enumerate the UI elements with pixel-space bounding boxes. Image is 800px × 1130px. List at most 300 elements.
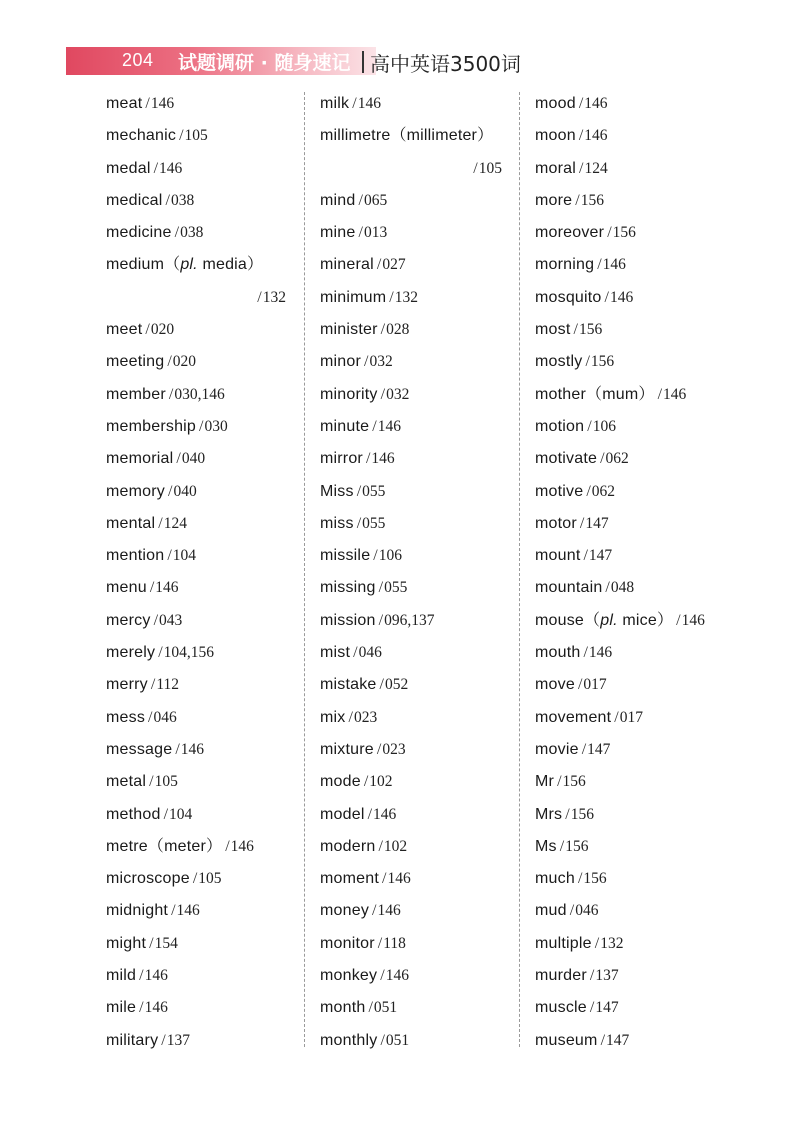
page-ref-slash: / (158, 514, 163, 532)
page-header (66, 45, 586, 77)
page-reference: 104,156 (163, 644, 215, 662)
page-reference: 147 (595, 999, 619, 1017)
page-ref-slash: / (589, 999, 595, 1017)
vocab-word: mother（mum） (535, 385, 655, 403)
page-reference: 137 (166, 1031, 190, 1049)
page-reference: 146 (377, 902, 401, 920)
vocab-entry (106, 443, 294, 475)
page-ref-slash: / (367, 805, 373, 823)
page-ref-slash: / (389, 288, 394, 306)
page-ref-slash: / (176, 450, 181, 468)
vocab-word: menu (106, 579, 147, 597)
page-reference: 052 (384, 676, 409, 694)
vocab-entry (535, 153, 765, 185)
vocab-entry (320, 928, 510, 960)
vocab-word: mud (535, 902, 567, 920)
vocab-word: museum (535, 1031, 598, 1049)
page-reference: 096,137 (384, 611, 435, 629)
vocab-word: mixture (320, 740, 374, 758)
page-ref-slash: / (153, 611, 159, 629)
vocab-word: mission (320, 611, 376, 629)
page-reference: 146 (180, 740, 205, 758)
vocab-entry (106, 702, 294, 734)
page-reference: 013 (363, 224, 388, 242)
page-ref-slash: / (578, 127, 584, 145)
vocab-word: mile (106, 999, 137, 1017)
page-ref-slash: / (368, 999, 373, 1017)
page-reference: 146 (602, 256, 626, 274)
page-reference: 040 (173, 482, 197, 500)
vocab-word: monkey (320, 967, 378, 985)
vocab-entry (320, 508, 510, 540)
page-ref-slash: / (358, 224, 363, 242)
vocab-entry (106, 637, 294, 669)
page-reference: 105 (154, 773, 178, 791)
vocab-word: mental (106, 514, 156, 532)
page-ref-slash: / (382, 870, 387, 888)
vocab-entry (535, 249, 765, 281)
page-reference: 132 (262, 288, 286, 306)
vocab-entry (320, 314, 510, 346)
page-ref-slash: / (148, 708, 153, 726)
vocab-entry (320, 831, 510, 863)
page-reference: 017 (583, 676, 607, 694)
vocab-entry (320, 572, 510, 604)
vocab-word: minor (320, 353, 362, 371)
vocab-word: missile (320, 547, 371, 565)
vocab-word: mode (320, 773, 361, 791)
page-ref-slash: / (594, 934, 600, 952)
vocab-entry (106, 831, 294, 863)
vocab-entry (106, 120, 294, 152)
page-ref-slash: / (557, 773, 562, 791)
page-reference: 146 (588, 644, 613, 662)
vocab-entry (320, 282, 510, 314)
page-reference: 146 (357, 95, 381, 112)
vocab-word: motor (535, 514, 577, 532)
vocab-word: model (320, 805, 365, 823)
page-reference: 156 (565, 837, 589, 855)
page-ref-slash: / (139, 999, 144, 1017)
page-ref-slash: / (167, 353, 172, 371)
vocab-entry (320, 799, 510, 831)
vocab-word: mount (535, 547, 581, 565)
vocab-entry (535, 1025, 765, 1057)
vocab-word: Mrs (535, 805, 563, 823)
page-reference: 146 (176, 902, 200, 920)
vocab-word: month (320, 999, 366, 1017)
page-reference: 146 (144, 999, 168, 1017)
page-ref-slash: / (149, 773, 154, 791)
page-reference: 154 (154, 934, 178, 952)
page-reference: 156 (562, 773, 586, 791)
page-ref-slash: / (139, 967, 144, 985)
vocab-word: motivate (535, 450, 598, 468)
page-reference: 156 (590, 353, 615, 371)
vocab-entry (320, 153, 510, 185)
vocab-entry (535, 346, 765, 378)
vocab-word: membership (106, 417, 197, 435)
page-reference: 132 (600, 934, 624, 952)
vocab-entry (535, 217, 765, 249)
page-ref-slash: / (348, 708, 353, 726)
vocab-word: movie (535, 740, 579, 758)
page-reference: 032 (369, 353, 393, 371)
vocab-word: midnight (106, 902, 169, 920)
page-reference: 124 (163, 514, 187, 532)
page-reference: 146 (230, 837, 254, 855)
page-ref-slash: / (373, 547, 378, 565)
vocab-entry (320, 540, 510, 572)
page-reference: 102 (369, 773, 393, 791)
vocab-word: most (535, 321, 571, 339)
page-reference: 043 (159, 611, 183, 629)
vocab-entry (535, 540, 765, 572)
vocab-word: Miss (320, 482, 354, 500)
page-reference: 137 (595, 967, 619, 985)
page-ref-slash: / (577, 870, 583, 888)
page-reference: 156 (583, 870, 607, 888)
page-reference: 046 (358, 644, 382, 662)
page-reference: 046 (575, 902, 599, 920)
vocab-entry (106, 799, 294, 831)
page-ref-slash: / (175, 740, 180, 758)
vocab-word: mix (320, 708, 346, 726)
vocab-word: member (106, 385, 166, 403)
page-reference: 102 (383, 837, 408, 855)
vocab-word: mine (320, 224, 356, 242)
page-reference: 027 (382, 256, 406, 274)
vocab-word: mist (320, 644, 351, 662)
vocab-entry (106, 734, 294, 766)
vocab-entry (320, 249, 510, 281)
page-ref-slash: / (225, 837, 230, 855)
page-ref-slash: / (168, 385, 174, 403)
vocab-entry (535, 282, 765, 314)
page-reference: 046 (153, 708, 177, 726)
page-ref-slash: / (158, 644, 163, 662)
vocab-word: money (320, 902, 370, 920)
page-ref-slash: / (605, 579, 610, 597)
column-divider (304, 92, 305, 1047)
vocab-word: medal (106, 159, 151, 177)
vocab-entry (535, 314, 765, 346)
vocab-word: mechanic (106, 127, 177, 145)
vocab-word: moment (320, 870, 379, 888)
page-ref-slash: / (583, 644, 588, 662)
vocab-entry (106, 895, 294, 927)
vocab-word: minister (320, 321, 378, 339)
vocab-entry (535, 508, 765, 540)
page-ref-slash: / (372, 417, 377, 435)
page-number: 204 (122, 50, 154, 70)
vocab-entry (535, 476, 765, 508)
vocab-entry (320, 1025, 510, 1057)
page-ref-slash: / (380, 385, 386, 403)
page-reference: 051 (385, 1031, 410, 1049)
page-reference: 147 (606, 1031, 630, 1049)
page-ref-slash: / (600, 450, 605, 468)
page-ref-slash: / (579, 159, 584, 177)
vocab-entry (535, 88, 765, 120)
vocab-word: mountain (535, 579, 603, 597)
page-reference: 156 (580, 191, 604, 209)
vocab-entry (320, 476, 510, 508)
vocab-entry (106, 314, 294, 346)
vocab-word: might (106, 934, 147, 952)
page-ref-slash: / (171, 902, 176, 920)
page-ref-slash: / (365, 450, 371, 468)
vocab-word: mineral (320, 256, 374, 274)
vocab-entry (106, 605, 294, 637)
page-reference: 062 (605, 450, 629, 468)
column-divider (519, 92, 520, 1047)
page-reference: 017 (619, 708, 643, 726)
vocab-word: meeting (106, 353, 165, 371)
vocab-entry (320, 734, 510, 766)
vocab-entry (535, 669, 765, 701)
vocab-word: modern (320, 837, 376, 855)
vocab-word: monitor (320, 934, 375, 952)
page-ref-slash: / (586, 482, 591, 500)
vocab-word: murder (535, 967, 587, 985)
vocab-word: moon (535, 127, 576, 145)
page-reference: 146 (144, 967, 168, 985)
vocab-entry (320, 443, 510, 475)
page-reference: 040 (181, 450, 206, 468)
vocab-word: mouse（pl. mice） (535, 611, 674, 629)
vocab-entry (535, 734, 765, 766)
page-ref-slash: / (145, 95, 150, 112)
page-reference: 023 (382, 740, 406, 758)
vocab-entry (106, 1025, 294, 1057)
vocab-word: movement (535, 708, 612, 726)
vocab-word: much (535, 870, 575, 888)
vocab-entry (535, 863, 765, 895)
vocab-word: minority (320, 385, 378, 403)
vocab-entry (106, 379, 294, 411)
vocab-word: missing (320, 579, 376, 597)
vocab-entry (106, 476, 294, 508)
vocab-entry (535, 928, 765, 960)
page-reference: 062 (591, 482, 616, 500)
page-ref-slash: / (589, 967, 595, 985)
page-reference: 106 (592, 417, 616, 435)
page-ref-slash: / (583, 547, 588, 565)
page-ref-slash: / (600, 1031, 606, 1049)
vocab-entry (535, 895, 765, 927)
page-reference: 146 (681, 611, 705, 629)
vocab-word: moreover (535, 224, 605, 242)
page-reference: 147 (585, 514, 609, 532)
vocab-word: meet (106, 321, 143, 339)
vocab-entry (535, 637, 765, 669)
page-ref-slash: / (577, 676, 583, 694)
page-ref-slash: / (380, 967, 385, 985)
vocab-entry (106, 540, 294, 572)
page-reference: 065 (363, 191, 388, 209)
page-reference: 032 (386, 385, 410, 403)
vocab-entry (320, 605, 510, 637)
page-reference: 106 (378, 547, 402, 565)
vocab-word: memorial (106, 450, 174, 468)
page-reference: 156 (570, 805, 594, 823)
page-ref-slash: / (579, 514, 585, 532)
page-ref-slash: / (587, 417, 592, 435)
page-ref-slash: / (356, 482, 362, 500)
vocab-entry (320, 411, 510, 443)
page-ref-slash: / (585, 353, 590, 371)
page-ref-slash: / (363, 773, 369, 791)
vocab-entry (106, 249, 294, 281)
page-reference: 105 (198, 870, 222, 888)
page-reference: 146 (663, 385, 687, 403)
vocab-word: message (106, 740, 173, 758)
page-ref-slash: / (607, 224, 612, 242)
page-reference: 132 (394, 288, 418, 306)
vocab-entry (320, 992, 510, 1024)
page-ref-slash: / (380, 321, 386, 339)
page-ref-slash: / (352, 95, 357, 112)
page-reference: 112 (156, 676, 180, 694)
page-ref-slash: / (163, 805, 169, 823)
page-ref-slash: / (378, 579, 384, 597)
page-ref-slash: / (167, 547, 172, 565)
vocab-entry (535, 411, 765, 443)
vocab-word: meat (106, 95, 143, 112)
page-ref-slash: / (573, 321, 578, 339)
word-column-3 (535, 88, 765, 1057)
vocab-word: morning (535, 256, 595, 274)
vocab-entry (320, 185, 510, 217)
word-column-1 (106, 88, 294, 1057)
vocab-entry (535, 831, 765, 863)
page-reference: 156 (612, 224, 636, 242)
vocab-word: microscope (106, 870, 190, 888)
page-reference: 124 (584, 159, 608, 177)
page-ref-slash: / (377, 934, 383, 952)
page-reference: 105 (184, 127, 208, 145)
page-reference: 048 (610, 579, 635, 597)
vocab-entry (106, 863, 294, 895)
vocab-entry (106, 153, 294, 185)
page-reference: 147 (588, 547, 613, 565)
vocab-word: motive (535, 482, 584, 500)
vocab-entry (320, 637, 510, 669)
vocab-entry (320, 960, 510, 992)
page-ref-slash: / (356, 514, 362, 532)
vocab-word: military (106, 1031, 159, 1049)
page-reference: 030,146 (174, 385, 225, 403)
vocab-entry (106, 669, 294, 701)
vocab-entry (106, 88, 294, 120)
page-reference: 146 (159, 159, 183, 177)
vocab-entry (535, 379, 765, 411)
vocab-word: metre（meter） (106, 837, 223, 855)
vocab-word: muscle (535, 999, 587, 1017)
page-ref-slash: / (575, 191, 580, 209)
page-reference: 146 (155, 579, 179, 597)
page-ref-slash: / (376, 740, 382, 758)
vocab-word: mosquito (535, 288, 602, 306)
vocab-entry (535, 960, 765, 992)
vocab-entry (320, 766, 510, 798)
page-ref-slash: / (358, 191, 363, 209)
page-ref-slash: / (657, 385, 663, 403)
page-ref-slash: / (179, 127, 184, 145)
page-reference: 023 (353, 708, 378, 726)
page-reference: 146 (150, 95, 175, 112)
page-reference: 147 (587, 740, 611, 758)
page-ref-slash: / (353, 644, 358, 662)
page-reference: 118 (383, 934, 406, 952)
vocab-word: method (106, 805, 161, 823)
vocab-word: mercy (106, 611, 151, 629)
page-ref-slash: / (581, 740, 587, 758)
page-ref-slash: / (378, 837, 383, 855)
vocab-entry (320, 863, 510, 895)
page-reference: 055 (362, 482, 386, 500)
vocab-word: millimetre（millimeter） (320, 127, 494, 145)
vocab-word: more (535, 191, 573, 209)
vocab-entry (106, 928, 294, 960)
header-separator (362, 51, 364, 73)
vocab-entry (320, 895, 510, 927)
page-ref-slash: / (604, 288, 609, 306)
page-ref-slash: / (380, 1031, 385, 1049)
vocab-entry (535, 120, 765, 152)
page-reference: 020 (150, 321, 175, 339)
vocab-word: minimum (320, 288, 387, 306)
page-ref-slash: / (364, 353, 369, 371)
page-reference: 038 (171, 191, 195, 209)
page-ref-slash: / (165, 191, 170, 209)
page-reference: 146 (377, 417, 401, 435)
vocab-word: miss (320, 514, 354, 532)
vocab-word: mild (106, 967, 137, 985)
vocab-entry (106, 766, 294, 798)
page-reference: 104 (172, 547, 197, 565)
page-reference: 104 (169, 805, 193, 823)
vocab-entry (106, 411, 294, 443)
page-reference: 055 (362, 514, 386, 532)
vocab-entry (320, 346, 510, 378)
page-reference: 146 (609, 288, 634, 306)
series-title: 试题调研 · 随身速记 (178, 52, 351, 74)
page-ref-slash: / (473, 159, 478, 177)
vocab-entry (320, 669, 510, 701)
vocab-entry (535, 766, 765, 798)
page-ref-slash: / (569, 902, 575, 920)
vocab-word: multiple (535, 934, 592, 952)
vocab-word: monthly (320, 1031, 378, 1049)
page-reference: 028 (386, 321, 410, 339)
page-reference: 146 (373, 805, 397, 823)
vocab-entry (106, 185, 294, 217)
vocab-word: medium（pl. media） (106, 256, 264, 274)
vocab-word: milk (320, 95, 350, 112)
vocab-entry (320, 379, 510, 411)
vocab-word: merely (106, 644, 156, 662)
page-reference: 020 (172, 353, 197, 371)
vocab-entry (106, 508, 294, 540)
vocab-word: Mr (535, 773, 555, 791)
vocab-word: metal (106, 773, 147, 791)
page-ref-slash: / (676, 611, 681, 629)
page-ref-slash: / (559, 837, 565, 855)
page-ref-slash: / (376, 256, 382, 274)
vocab-word: Ms (535, 837, 557, 855)
